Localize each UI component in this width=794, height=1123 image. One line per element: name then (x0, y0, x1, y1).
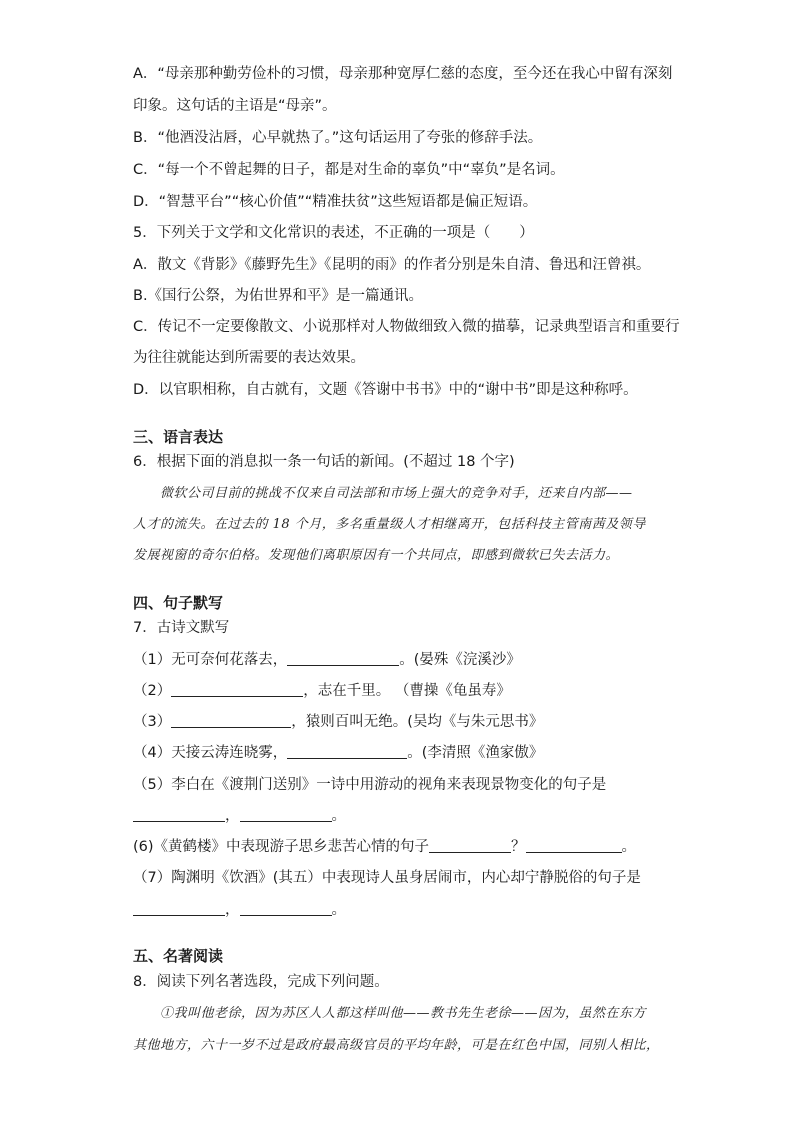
answer-blank[interactable] (429, 838, 511, 853)
q7-item-6: (6)《黄鹤楼》中表现游子思乡悲苦心情的句子 ？ 。 (133, 839, 637, 855)
q5-option-c-line2: 为往往就能达到所需要的表达效果。 (133, 350, 365, 366)
q7-item-7-answers: ， 。 (133, 900, 346, 920)
q6-passage-line1: 微软公司目前的挑战不仅来自司法部和市场上强大的竞争对手，还来自内部—— (160, 486, 633, 501)
q5-option-d: D．以官职相称，自古就有，文题《答谢中书书》中的“谢中书”即是这种称呼。 (133, 382, 638, 398)
q7-stem: 7．古诗文默写 (133, 620, 230, 636)
q6-passage-line2: 人才的流失。在过去的 18 个月，多名重量级人才相继离开，包括科技主管南茜及领导 (133, 517, 646, 532)
answer-blank[interactable] (133, 901, 225, 916)
answer-blank[interactable] (171, 682, 303, 697)
answer-blank[interactable] (240, 807, 332, 822)
answer-blank[interactable] (526, 838, 622, 853)
q7-item-1: （1）无可奈何花落去， 。(晏殊《浣溪沙》 (133, 652, 521, 668)
q7-item-2: （2） ，志在千里。 （曹操《龟虽寿》 (133, 683, 511, 699)
q8-passage-line2: 其他地方，六十一岁不过是政府最高级官员的平均年龄，可是在红色中国，同别人相比， (133, 1038, 660, 1053)
q7-item-5-answers: ， 。 (133, 806, 346, 826)
q4-option-c: C．“每一个不曾起舞的日子，都是对生命的辜负”中“辜负”是名词。 (133, 162, 565, 178)
q8-passage-line1: ①我叫他老徐，因为苏区人人都这样叫他——教书先生老徐——因为，虽然在东方 (160, 1006, 647, 1021)
section-5-heading: 五、名著阅读 (133, 947, 224, 965)
q4-option-a-line2: 印象。这句话的主语是“母亲”。 (133, 98, 337, 114)
q7-item-7: （7）陶渊明《饮酒》(其五）中表现诗人虽身居闹市，内心却宁静脱俗的句子是 (133, 870, 641, 886)
q5-option-c-line1: C．传记不一定要像散文、小说那样对人物做细致入微的描摹，记录典型语言和重要行 (133, 319, 680, 335)
q5-option-a: A．散文《背影》《藤野先生》《昆明的雨》的作者分别是朱自清、鲁迅和汪曾祺。 (133, 257, 651, 273)
q4-option-d: D．“智慧平台”“核心价值”“精准扶贫”这些短语都是偏正短语。 (133, 194, 538, 210)
q7-item-3: （3） ，猿则百叫无绝。(吴均《与朱元思书》 (133, 714, 544, 730)
section-4-heading: 四、句子默写 (133, 594, 224, 612)
q5-option-b: B.《国行公祭，为佑世界和平》是一篇通讯。 (133, 288, 424, 304)
q4-option-b: B．“他酒没沾唇，心早就热了。”这句话运用了夸张的修辞手法。 (133, 130, 543, 146)
q7-item-5: （5）李白在《渡荆门送别》一诗中用游动的视角来表现景物变化的句子是 (133, 777, 607, 793)
q6-passage-line3: 发展视窗的奇尔伯格。发现他们离职原因有一个共同点，即感到微软已失去活力。 (133, 548, 620, 563)
q7-item-4: （4）天接云涛连晓雾， 。(李清照《渔家傲》 (133, 745, 544, 761)
answer-blank[interactable] (287, 651, 399, 666)
answer-blank[interactable] (287, 744, 407, 759)
q5-stem: 5．下列关于文学和文化常识的表述，不正确的一项是（ ） (133, 225, 534, 241)
section-3-heading: 三、语言表达 (133, 428, 224, 446)
q6-stem: 6．根据下面的消息拟一条一句话的新闻。(不超过 18 个字) (133, 454, 515, 470)
answer-blank[interactable] (171, 713, 291, 728)
q4-option-a-line1: A．“母亲那种勤劳俭朴的习惯，母亲那种宽厚仁慈的态度，至今还在我心中留有深刻 (133, 66, 673, 82)
answer-blank[interactable] (133, 807, 225, 822)
answer-blank[interactable] (240, 901, 332, 916)
q8-stem: 8．阅读下列名著选段，完成下列问题。 (133, 974, 389, 990)
